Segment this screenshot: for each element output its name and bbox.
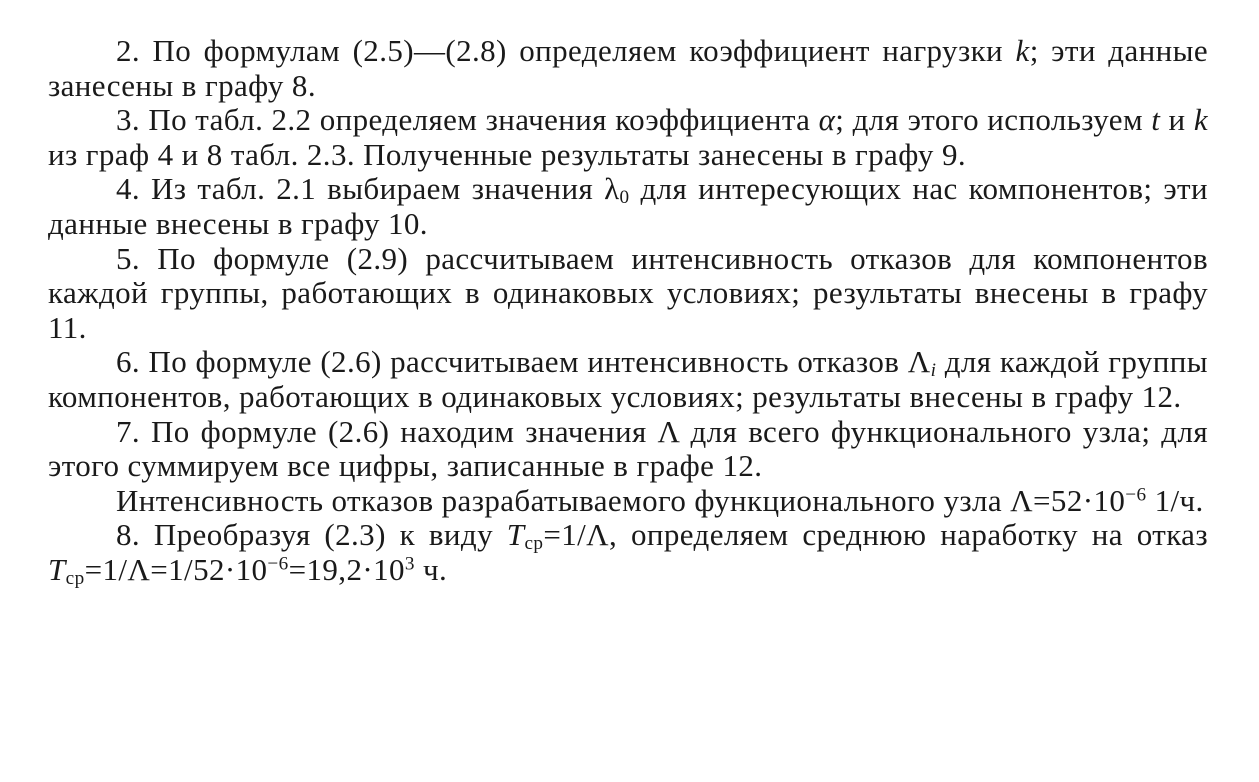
paragraph-p3 [48, 103, 1208, 172]
text-segment: −6 [1125, 484, 1147, 506]
paragraph-p6 [48, 345, 1208, 414]
text-segment: ср [524, 533, 544, 555]
text-segment: k [1015, 33, 1030, 68]
paragraph-p2 [48, 34, 1208, 103]
text-segment: 4. Из табл. 2.1 выбираем значения λ [116, 171, 620, 207]
text-segment: 0 [619, 187, 630, 209]
text-segment: T [48, 551, 66, 587]
text-segment: ч. [414, 551, 448, 587]
document-page [48, 34, 1208, 588]
text-segment: 8. Преобразуя (2.3) к виду [116, 517, 507, 553]
text-segment: ; для этого используем [835, 102, 1152, 138]
text-segment: 7. По формуле (2.6) находим значения Λ для всего функционального узла; для этого суммируем все цифры, записанные в графе 12. [48, 413, 1208, 484]
text-segment: =19,2·10 [288, 551, 405, 587]
text-segment: 3 [404, 553, 415, 575]
text-segment: =1/Λ, определяем среднюю наработку на отказ [543, 517, 1208, 553]
text-segment: T [506, 517, 525, 553]
paragraph-p5 [48, 242, 1208, 346]
text-segment: i [930, 360, 937, 382]
paragraph-p-intensity [48, 484, 1208, 519]
text-segment: 1/ч. [1146, 482, 1204, 518]
text-segment: ср [65, 567, 85, 589]
text-segment: −6 [267, 553, 289, 575]
text-segment: k [1193, 102, 1208, 138]
text-segment: Интенсивность отказов разрабатываемого функционального узла Λ=52·10 [116, 482, 1126, 518]
text-segment: 2. По формулам (2.5)—(2.8) определяем коэффициент нагрузки [116, 33, 1016, 68]
text-segment: 6. По формуле (2.6) рассчитываем интенсивность отказов Λ [116, 344, 931, 380]
paragraph-p7 [48, 415, 1208, 484]
text-segment: и [1160, 102, 1194, 138]
text-segment: из граф 4 и 8 табл. 2.3. Полученные результаты занесены в графу 9. [48, 136, 967, 172]
text-segment: для каждой группы компонентов, работающих в одинаковых условиях; результаты внесены в графу 12. [48, 344, 1208, 414]
text-segment: α [818, 102, 836, 138]
text-segment: 5. По формуле (2.9) рассчитываем интенсивность отказов для компонентов каждой группы, работающих в одинаковых условиях; результаты внесены в графу 11. [48, 240, 1208, 345]
text-segment: t [1151, 102, 1161, 138]
paragraph-p8 [48, 518, 1208, 587]
text-segment: 3. По табл. 2.2 определяем значения коэффициента [116, 102, 819, 138]
text-segment: для интересующих нас компонентов; эти данные внесены в графу 10. [48, 171, 1208, 241]
text-segment: ; эти данные занесены в графу 8. [48, 33, 1208, 103]
paragraph-p4 [48, 172, 1208, 241]
text-segment: =1/Λ=1/52·10 [84, 551, 268, 587]
